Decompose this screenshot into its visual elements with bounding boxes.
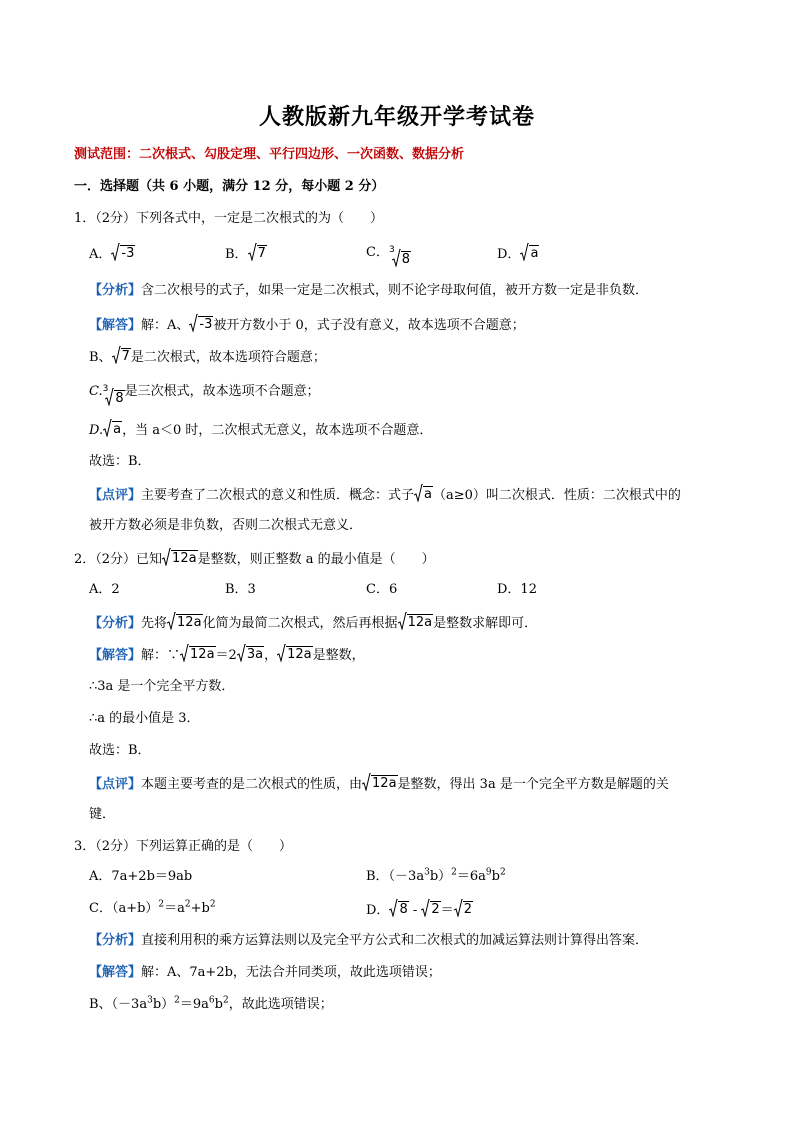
- q2-comment-line-2: 键．: [89, 807, 116, 822]
- radical: 12a: [167, 612, 203, 630]
- q3-option-c: C．$(a+b)^2=a^2+b^2$: [89, 899, 216, 916]
- answer-tag: 【解答】: [89, 965, 142, 980]
- q2-choice: 故选：B．: [89, 743, 151, 758]
- q2-answer-line-3: ∴a 的最小值是 3．: [89, 711, 200, 726]
- analysis-tag: 【分析】: [89, 933, 142, 948]
- q1-choice: 故选：B．: [89, 454, 151, 469]
- cube-radical: 3 8: [388, 245, 410, 267]
- q2-option-d: D．12: [497, 582, 537, 597]
- q1-answer-line-2: B、 7 是二次根式，故本选项符合题意；: [89, 346, 326, 368]
- q1-option-a: [89, 243, 135, 265]
- radical: 12a: [398, 612, 434, 630]
- q2-answer-line-1: 【解答】解：∵ 12a ＝2 3a ， 12a 是整数，: [89, 644, 365, 666]
- q3-answer-line-2: B、$(-3a^3b)^2=9a^6b^2$，故此选项错误；: [89, 995, 333, 1012]
- cube-radical: 3 8: [102, 384, 124, 406]
- q2-option-c: C．6: [366, 582, 398, 597]
- radical: 2: [454, 899, 473, 917]
- comment-tag: 【点评】: [89, 777, 142, 792]
- radical: -3: [111, 243, 135, 261]
- q2-analysis: 【分析】先将 12a 化简为最简二次根式，然后再根据 12a 是整数求解即可．: [89, 612, 537, 634]
- comment-tag: 【点评】: [89, 488, 142, 503]
- option-label: A．: [89, 247, 112, 262]
- radical: 2: [421, 899, 440, 917]
- test-scope: 测试范围：二次根式、勾股定理、平行四边形、一次函数、数据分析: [74, 147, 465, 162]
- q2-comment-line-1: 【点评】本题主要考查的是二次根式的性质，由 12a 是整数，得出 3a 是一个完全平方数是解题的关: [89, 773, 669, 795]
- q2-stem: 2．（2分）已知 12a 是整数，则正整数 a 的最小值是（ ）: [74, 548, 435, 570]
- q3-analysis: 【分析】直接利用积的乘方运算法则以及完全平方公式和二次根式的加减运算法则计算得出答案．: [89, 933, 649, 948]
- radical: -3: [189, 314, 213, 332]
- q2-answer-line-2: ∴3a 是一个完全平方数．: [89, 679, 235, 694]
- option-label: D．: [497, 247, 521, 262]
- q2-option-a: A．2: [89, 582, 120, 597]
- q1-answer-line-3: C. 3 8 是三次根式，故本选项不合题意；: [89, 384, 320, 406]
- option-label: B．: [225, 247, 248, 262]
- q1-option-b: [225, 243, 267, 265]
- q1-comment-line-1: 【点评】主要考查了二次根式的意义和性质．概念：式子 a （a≥0）叫二次根式．性质：二次根式中的: [89, 484, 681, 506]
- q1-analysis: 【分析】含二次根号的式子，如果一定是二次根式，则不论字母取何值，被开方数一定是非负数．: [89, 283, 649, 298]
- q3-option-a: A．7a+2b＝9ab: [89, 869, 193, 884]
- q1-option-d: [497, 243, 539, 265]
- q1-option-c: [366, 243, 411, 267]
- q1-answer-line-1: 【解答】解：A、 -3 被开方数小于 0，式子没有意义，故本选项不合题意；: [89, 314, 525, 336]
- q1-stem: 1．（2分）下列各式中，一定是二次根式的为（ ）: [74, 211, 384, 226]
- radical: 3a: [237, 644, 264, 662]
- radical: 7: [112, 346, 131, 364]
- q1-comment-line-2: 被开方数必须是非负数，否则二次根式无意义．: [89, 518, 363, 533]
- section-heading: 一．选择题（共 6 小题，满分 12 分，每小题 2 分）: [74, 179, 385, 194]
- radical: 12a: [162, 548, 198, 566]
- answer-tag: 【解答】: [89, 648, 142, 663]
- radical: 7: [248, 243, 267, 261]
- q3-option-d: D． 8 - 2 ＝ 2: [366, 899, 473, 921]
- analysis-tag: 【分析】: [89, 616, 142, 631]
- q3-option-b: B．$(-3a^3b)^2=6a^9b^2$: [366, 867, 506, 884]
- radical: a: [414, 484, 433, 502]
- radical: 12a: [277, 644, 313, 662]
- q3-answer-line-1: 【解答】解：A、7a+2b，无法合并同类项，故此选项错误；: [89, 965, 441, 980]
- page-title: 人教版新九年级开学考试卷: [258, 104, 535, 130]
- answer-tag: 【解答】: [89, 318, 142, 333]
- radical: a: [103, 419, 122, 437]
- radical: a: [520, 243, 539, 261]
- q1-answer-line-4: D. a ，当 a＜0 时，二次根式无意义，故本选项不合题意．: [89, 419, 432, 441]
- analysis-tag: 【分析】: [89, 283, 142, 298]
- q2-option-b: B．3: [225, 582, 256, 597]
- radical: 8: [389, 899, 408, 917]
- radical: 12a: [362, 773, 398, 791]
- option-label: C．: [366, 245, 389, 260]
- q3-stem: 3．（2分）下列运算正确的是（ ）: [74, 839, 293, 854]
- radical: 12a: [180, 644, 216, 662]
